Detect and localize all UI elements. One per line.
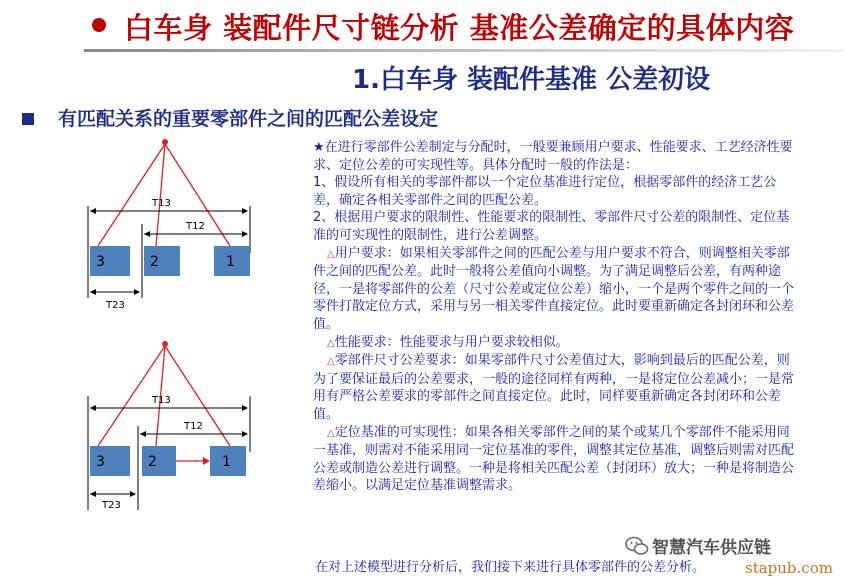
section-heading: 有匹配关系的重要零部件之间的匹配公差设定 — [58, 108, 439, 130]
watermark-text: 智慧汽车供应链 — [652, 538, 771, 558]
bullet-user-requirement — [313, 245, 798, 334]
dim-label-t23: T23 — [102, 500, 121, 511]
bullet-datum-feasibility — [313, 424, 798, 495]
body-paragraph-intro: ★在进行零部件公差制定与分配时，一般要兼顾用户要求、性能要求、工艺经济性要求、定位公差的可实现性等。具体分配时一般的作法是： — [313, 140, 793, 173]
title-row — [0, 0, 853, 52]
dim-label-t23: T23 — [106, 300, 125, 311]
title-divider — [84, 49, 844, 52]
part-label-3: 3 — [96, 254, 105, 270]
arrow-head-icon — [203, 457, 210, 465]
body-paragraph-2: 2、根据用户要求的限制性、性能要求的限制性、零部件尺寸公差的限制性、定位基准的可实现性的限制性，进行公差调整。 — [313, 210, 790, 243]
bullet-text: 用户要求：如果相关零部件之间的匹配公差与用户要求不符合，则调整相关零部件之间的匹配公差。此时一般将公差值向小调整。为了满足调整后公差，有两种途径，一是将零部件的公差（尺寸公差或定位公差）缩小，一个是两个零件之间的一个零件打散定位方式，采用与另一相关零件直接定位。此时要重新确定各封闭环和公差值。 — [313, 245, 795, 332]
page-title: 白车身 装配件尺寸链分析 基准公差确定的具体内容 — [124, 11, 795, 45]
bullet-text: 定位基准的可实现性：如果各相关零部件之间的某个或某几个零部件不能采用同一基准，则需对不能采用同一定位基准的零件，调整其定位基准，调整后则需对匹配公差或制造公差进行调整。一种是将相关匹配公差（封闭环）放大；一种是将制造公差缩小。以满足定位基准调整需求。 — [313, 424, 795, 494]
dim-label-t13: T13 — [152, 395, 171, 406]
body-text — [313, 139, 798, 495]
triangle-bullet-icon: △ — [327, 248, 335, 260]
site-watermark: stapub.com — [745, 559, 833, 577]
tolerance-diagram-1 — [80, 128, 270, 320]
red-datum-lines — [98, 139, 230, 246]
part-label-2: 2 — [150, 254, 159, 270]
bullet-performance-requirement — [313, 334, 798, 353]
dim-label-t13: T13 — [152, 198, 171, 209]
title-bullet-icon — [92, 18, 106, 32]
triangle-bullet-icon: △ — [327, 427, 335, 439]
body-paragraph-1: 1、假设所有相关的零部件都以一个定位基准进行定位，根据零部件的经济工艺公差，确定各相关零部件之间的匹配公差。 — [313, 175, 777, 208]
dim-label-t12: T12 — [186, 221, 205, 232]
bullet-dimension-tolerance — [313, 352, 798, 423]
triangle-bullet-icon: △ — [327, 356, 335, 368]
wechat-icon — [625, 536, 649, 556]
part-label-3: 3 — [96, 454, 105, 470]
triangle-bullet-icon: △ — [327, 337, 335, 349]
part-label-1: 1 — [222, 454, 231, 470]
square-bullet-icon — [22, 113, 34, 125]
part-label-2: 2 — [148, 454, 157, 470]
dim-label-t12: T12 — [184, 421, 203, 432]
bullet-text: 性能要求：性能要求与用户要求较相似。 — [334, 334, 569, 350]
tolerance-diagram-2 — [80, 332, 270, 526]
page-subtitle: 1.白车身 装配件基准 公差初设 — [352, 65, 711, 95]
red-datum-lines — [98, 341, 230, 446]
part-label-1: 1 — [226, 254, 235, 270]
footer-text: 在对上述模型进行分析后，我们接下来进行具体零部件的公差分析。 — [315, 560, 706, 575]
bullet-text: 零部件尺寸公差要求：如果零部件尺寸公差值过大，影响到最后的匹配公差，则为了要保证最后的公差要求，一般的途径同样有两种，一是将定位公差减小；一是常用有严格公差要求的零部件之间直接定位。此时，同样要重新确定各封闭环和公差值。 — [313, 353, 795, 422]
